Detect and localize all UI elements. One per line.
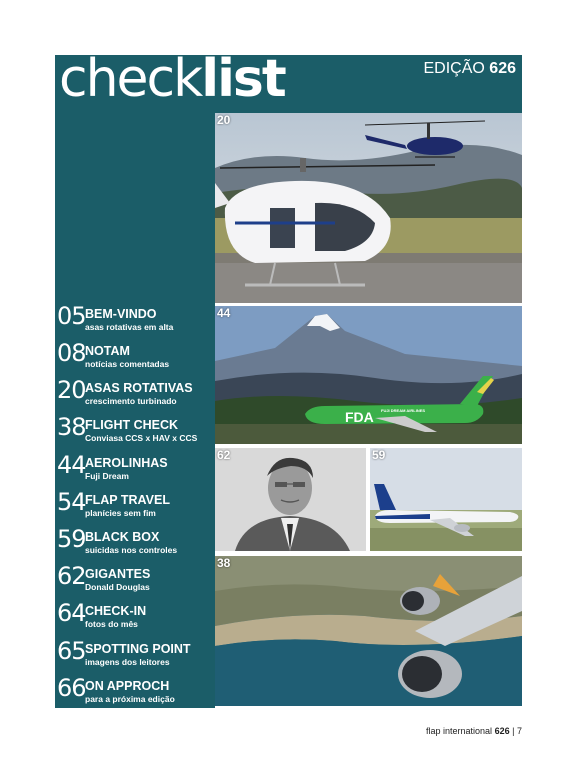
toc-title: BEM-VINDO (85, 307, 157, 321)
toc-title: BLACK BOX (85, 530, 160, 544)
toc-number: 59 (57, 525, 86, 553)
toc-title: GIGANTES (85, 567, 151, 581)
toc-title: FLIGHT CHECK (85, 418, 179, 432)
toc-item[interactable] (55, 451, 215, 488)
photo-page-label: 62 (217, 448, 231, 462)
header-bar (55, 49, 522, 113)
toc-item[interactable] (55, 376, 215, 413)
fda-airline-name: FUJI DREAM AIRLINES (381, 408, 426, 413)
toc-subtitle: suicidas nos controles (85, 545, 178, 555)
photo-page-label: 20 (217, 113, 231, 127)
toc-number: 54 (57, 488, 86, 516)
toc-subtitle: planícies sem fim (85, 508, 156, 518)
helicopter-photo[interactable] (215, 113, 522, 303)
toc-sidebar (55, 113, 215, 708)
portrait-photo[interactable] (215, 448, 366, 551)
toc-item[interactable] (55, 637, 215, 674)
photo-page-label: 38 (217, 556, 231, 570)
toc-item[interactable] (55, 674, 215, 711)
photo-page-label: 44 (217, 306, 231, 320)
page-title (59, 49, 285, 109)
footer-issue: 626 (494, 726, 510, 736)
toc-item[interactable] (55, 525, 215, 562)
footer-separator: | (512, 726, 515, 736)
toc-subtitle: Fuji Dream (85, 471, 129, 481)
toc-title: CHECK-IN (85, 604, 147, 618)
page-footer (426, 726, 522, 736)
toc-item[interactable] (55, 339, 215, 376)
toc-item[interactable] (55, 488, 215, 525)
toc-number: 20 (57, 376, 86, 404)
toc-number: 65 (57, 637, 86, 665)
toc-number: 38 (57, 413, 86, 441)
fuji-dream-photo-image (215, 306, 522, 444)
fda-logo: FDA (345, 409, 374, 425)
helicopter-photo-image (215, 113, 522, 303)
toc-subtitle: Conviasa CCS x HAV x CCS (85, 433, 198, 443)
photo-page-label: 59 (372, 448, 386, 462)
portrait-photo-image (215, 448, 366, 551)
boeing-photo-image (370, 448, 522, 551)
toc-subtitle: crescimento turbinado (85, 396, 177, 406)
toc-subtitle: fotos do mês (85, 619, 138, 629)
boeing-photo[interactable] (370, 448, 522, 551)
toc-number: 62 (57, 562, 86, 590)
footer-magazine: flap international (426, 726, 493, 736)
toc-subtitle: para a próxima edição (85, 694, 175, 704)
toc-number: 05 (57, 302, 86, 330)
edition-word: EDIÇÃO (423, 60, 485, 77)
edition-number: 626 (489, 60, 516, 77)
title-bold: list (201, 49, 285, 109)
toc-item[interactable] (55, 302, 215, 339)
toc-subtitle: notícias comentadas (85, 359, 170, 369)
toc-number: 44 (57, 451, 86, 479)
toc-number: 64 (57, 599, 86, 627)
toc-title: SPOTTING POINT (85, 642, 191, 656)
aerial-photo[interactable] (215, 556, 522, 706)
toc-item[interactable] (55, 562, 215, 599)
toc-number: 66 (57, 674, 86, 702)
toc-item[interactable] (55, 413, 215, 450)
toc-number: 08 (57, 339, 86, 367)
toc-subtitle: asas rotativas em alta (85, 322, 174, 332)
footer-page-number: 7 (516, 726, 522, 736)
aerial-photo-image (215, 556, 522, 706)
toc-item[interactable] (55, 599, 215, 636)
edition-label (424, 60, 517, 78)
toc-subtitle: imagens dos leitores (85, 657, 170, 667)
toc-title: FLAP TRAVEL (85, 493, 170, 507)
toc-title: AEROLINHAS (85, 456, 168, 470)
title-thin: check (59, 49, 202, 109)
toc-title: NOTAM (85, 344, 130, 358)
toc-title: ON APPROCH (85, 679, 170, 693)
toc-title: ASAS ROTATIVAS (85, 381, 193, 395)
toc-subtitle: Donald Douglas (85, 582, 150, 592)
fuji-dream-photo[interactable] (215, 306, 522, 444)
